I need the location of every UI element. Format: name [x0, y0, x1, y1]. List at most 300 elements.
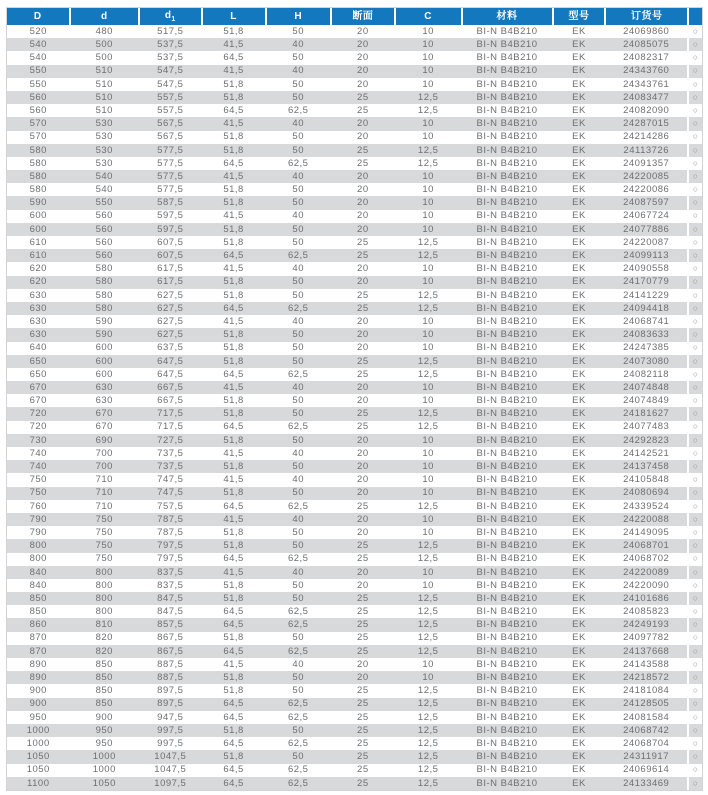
- cell-d1: 797,5: [157, 553, 184, 565]
- availability-circle-icon: ○: [692, 25, 699, 36]
- cell-duanmian: 20: [357, 566, 369, 578]
- availability-circle-icon: ○: [692, 39, 699, 50]
- cell-C: 12,5: [417, 698, 439, 710]
- cell-order_no: 24094418: [623, 302, 670, 314]
- cell-D: 670: [29, 395, 47, 407]
- cell-d1: 897,5: [157, 685, 184, 697]
- cell-D: 620: [29, 276, 47, 288]
- cell-duanmian: 25: [357, 368, 369, 380]
- cell-H: 50: [292, 276, 304, 288]
- cell-duanmian: 20: [357, 579, 369, 591]
- cell-model: EK: [572, 698, 586, 710]
- cell-duanmian: 20: [357, 447, 369, 459]
- cell-L: 51,8: [223, 236, 244, 248]
- header-d: d: [70, 8, 140, 25]
- cell-C: 10: [422, 52, 434, 64]
- product-table: [7, 8, 702, 790]
- cell-L: 51,8: [223, 579, 244, 591]
- cell-d1: 757,5: [157, 500, 184, 512]
- cell-material: BI-N B4B210: [476, 210, 538, 222]
- cell-H: 62,5: [287, 606, 309, 618]
- cell-D: 850: [29, 606, 47, 618]
- cell-order_no: 24069860: [623, 25, 670, 37]
- cell-order_no: 24083477: [623, 91, 670, 103]
- cell-d: 560: [95, 250, 113, 262]
- cell-H: 62,5: [287, 645, 309, 657]
- cell-L: 41,5: [223, 658, 244, 670]
- cell-d1: 567,5: [157, 118, 184, 130]
- cell-model: EK: [572, 724, 586, 736]
- table-row: [7, 566, 702, 579]
- cell-availability: [688, 487, 702, 500]
- cell-order_no: 24214286: [623, 131, 670, 143]
- cell-order_no: 24218572: [623, 672, 670, 684]
- cell-material: BI-N B4B210: [476, 78, 538, 90]
- cell-model: EK: [572, 329, 586, 341]
- cell-order_no: 24074849: [623, 395, 670, 407]
- cell-C: 12,5: [417, 606, 439, 618]
- cell-d: 530: [95, 131, 113, 143]
- cell-d: 530: [95, 144, 113, 156]
- cell-d1: 847,5: [157, 606, 184, 618]
- cell-model: EK: [572, 104, 586, 116]
- cell-model: EK: [572, 434, 586, 446]
- cell-model: EK: [572, 447, 586, 459]
- cell-L: 51,8: [223, 329, 244, 341]
- cell-d: 580: [95, 263, 113, 275]
- cell-d1: 717,5: [157, 408, 184, 420]
- cell-d: 540: [95, 184, 113, 196]
- availability-circle-icon: ○: [692, 250, 699, 261]
- cell-H: 40: [292, 118, 304, 130]
- cell-duanmian: 20: [357, 434, 369, 446]
- availability-circle-icon: ○: [692, 526, 699, 537]
- cell-C: 12,5: [417, 236, 439, 248]
- cell-model: EK: [572, 355, 586, 367]
- cell-L: 64,5: [223, 777, 244, 789]
- cell-C: 10: [422, 131, 434, 143]
- cell-C: 10: [422, 118, 434, 130]
- cell-d: 600: [95, 342, 113, 354]
- table-row: [7, 117, 702, 130]
- availability-circle-icon: ○: [692, 118, 699, 129]
- cell-order_no: 24339524: [623, 500, 670, 512]
- cell-d: 510: [95, 104, 113, 116]
- cell-duanmian: 25: [357, 421, 369, 433]
- availability-circle-icon: ○: [692, 658, 699, 669]
- cell-availability: [688, 737, 702, 750]
- cell-H: 50: [292, 579, 304, 591]
- cell-model: EK: [572, 289, 586, 301]
- cell-availability: [688, 236, 702, 249]
- cell-d1: 747,5: [157, 487, 184, 499]
- cell-order_no: 24068702: [623, 553, 670, 565]
- cell-model: EK: [572, 764, 586, 776]
- availability-circle-icon: ○: [692, 223, 699, 234]
- cell-d: 850: [95, 685, 113, 697]
- table-row: [7, 684, 702, 697]
- cell-d1: 577,5: [157, 184, 184, 196]
- cell-material: BI-N B4B210: [476, 289, 538, 301]
- cell-D: 650: [29, 355, 47, 367]
- cell-d1: 577,5: [157, 170, 184, 182]
- table-row: [7, 170, 702, 183]
- cell-L: 51,8: [223, 751, 244, 763]
- cell-order_no: 24082317: [623, 52, 670, 64]
- cell-C: 12,5: [417, 645, 439, 657]
- cell-d: 950: [95, 724, 113, 736]
- cell-D: 560: [29, 91, 47, 103]
- cell-C: 10: [422, 474, 434, 486]
- cell-duanmian: 20: [357, 381, 369, 393]
- cell-C: 10: [422, 487, 434, 499]
- cell-d1: 577,5: [157, 157, 184, 169]
- cell-model: EK: [572, 658, 586, 670]
- cell-d: 1000: [92, 764, 116, 776]
- cell-duanmian: 25: [357, 632, 369, 644]
- cell-D: 790: [29, 513, 47, 525]
- cell-d1: 1097,5: [154, 777, 187, 789]
- cell-C: 12,5: [417, 540, 439, 552]
- cell-d: 630: [95, 381, 113, 393]
- cell-duanmian: 20: [357, 658, 369, 670]
- cell-material: BI-N B4B210: [476, 474, 538, 486]
- cell-D: 800: [29, 553, 47, 565]
- cell-d: 750: [95, 513, 113, 525]
- cell-D: 750: [29, 487, 47, 499]
- cell-H: 62,5: [287, 157, 309, 169]
- table-row: [7, 407, 702, 420]
- cell-H: 62,5: [287, 553, 309, 565]
- table-row: [7, 539, 702, 552]
- cell-duanmian: 25: [357, 619, 369, 631]
- table-row: [7, 764, 702, 777]
- cell-L: 51,8: [223, 487, 244, 499]
- cell-d: 600: [95, 368, 113, 380]
- cell-material: BI-N B4B210: [476, 104, 538, 116]
- cell-duanmian: 20: [357, 487, 369, 499]
- cell-material: BI-N B4B210: [476, 685, 538, 697]
- cell-duanmian: 25: [357, 751, 369, 763]
- availability-circle-icon: ○: [692, 711, 699, 722]
- cell-d: 800: [95, 566, 113, 578]
- cell-order_no: 24080694: [623, 487, 670, 499]
- availability-circle-icon: ○: [692, 592, 699, 603]
- cell-duanmian: 20: [357, 184, 369, 196]
- availability-circle-icon: ○: [692, 52, 699, 63]
- table-row: [7, 579, 702, 592]
- cell-duanmian: 20: [357, 223, 369, 235]
- cell-d1: 667,5: [157, 395, 184, 407]
- cell-H: 50: [292, 724, 304, 736]
- cell-order_no: 24311917: [623, 751, 669, 763]
- cell-d: 560: [95, 223, 113, 235]
- cell-d: 530: [95, 157, 113, 169]
- availability-circle-icon: ○: [692, 315, 699, 326]
- cell-model: EK: [572, 184, 586, 196]
- cell-L: 51,8: [223, 685, 244, 697]
- cell-d1: 557,5: [157, 104, 184, 116]
- availability-circle-icon: ○: [692, 131, 699, 142]
- cell-D: 840: [29, 579, 47, 591]
- cell-L: 64,5: [223, 764, 244, 776]
- cell-L: 41,5: [223, 315, 244, 327]
- availability-circle-icon: ○: [692, 91, 699, 102]
- cell-C: 12,5: [417, 421, 439, 433]
- cell-availability: [688, 553, 702, 566]
- cell-availability: [688, 144, 702, 157]
- cell-order_no: 24077483: [623, 421, 670, 433]
- cell-C: 10: [422, 447, 434, 459]
- cell-duanmian: 25: [357, 289, 369, 301]
- cell-material: BI-N B4B210: [476, 751, 538, 763]
- cell-H: 50: [292, 526, 304, 538]
- cell-duanmian: 20: [357, 263, 369, 275]
- cell-d1: 597,5: [157, 210, 184, 222]
- cell-C: 12,5: [417, 289, 439, 301]
- cell-d: 820: [95, 632, 113, 644]
- cell-L: 41,5: [223, 381, 244, 393]
- cell-D: 1000: [26, 737, 50, 749]
- table-row: [7, 210, 702, 223]
- cell-order_no: 24133469: [623, 777, 670, 789]
- availability-circle-icon: ○: [692, 329, 699, 340]
- cell-duanmian: 20: [357, 513, 369, 525]
- cell-duanmian: 20: [357, 276, 369, 288]
- cell-H: 50: [292, 672, 304, 684]
- cell-duanmian: 25: [357, 302, 369, 314]
- cell-L: 51,8: [223, 395, 244, 407]
- cell-availability: [688, 289, 702, 302]
- cell-duanmian: 25: [357, 764, 369, 776]
- cell-d1: 717,5: [157, 421, 184, 433]
- cell-D: 800: [29, 540, 47, 552]
- cell-C: 12,5: [417, 685, 439, 697]
- availability-circle-icon: ○: [692, 685, 699, 696]
- table-row: [7, 777, 702, 790]
- cell-C: 12,5: [417, 751, 439, 763]
- availability-circle-icon: ○: [692, 724, 699, 735]
- cell-d: 540: [95, 170, 113, 182]
- cell-availability: [688, 724, 702, 737]
- table-row: [7, 302, 702, 315]
- cell-d1: 797,5: [157, 540, 184, 552]
- cell-D: 630: [29, 329, 47, 341]
- cell-order_no: 24068701: [623, 540, 670, 552]
- cell-H: 40: [292, 315, 304, 327]
- cell-material: BI-N B4B210: [476, 579, 538, 591]
- table-row: [7, 328, 702, 341]
- cell-L: 51,8: [223, 724, 244, 736]
- table-row: [7, 500, 702, 513]
- cell-H: 40: [292, 39, 304, 51]
- cell-H: 50: [292, 395, 304, 407]
- availability-circle-icon: ○: [692, 474, 699, 485]
- header-material: 材料: [462, 8, 553, 25]
- cell-L: 51,8: [223, 592, 244, 604]
- table-row: [7, 724, 702, 737]
- cell-d: 700: [95, 447, 113, 459]
- cell-L: 41,5: [223, 566, 244, 578]
- cell-L: 41,5: [223, 210, 244, 222]
- cell-d: 480: [95, 25, 113, 37]
- cell-d: 800: [95, 606, 113, 618]
- cell-material: BI-N B4B210: [476, 606, 538, 618]
- cell-L: 51,8: [223, 461, 244, 473]
- availability-circle-icon: ○: [692, 302, 699, 313]
- availability-circle-icon: ○: [692, 78, 699, 89]
- cell-d1: 597,5: [157, 223, 184, 235]
- cell-material: BI-N B4B210: [476, 553, 538, 565]
- cell-availability: [688, 170, 702, 183]
- availability-circle-icon: ○: [692, 619, 699, 630]
- cell-duanmian: 20: [357, 342, 369, 354]
- cell-d: 590: [95, 315, 113, 327]
- cell-d: 600: [95, 355, 113, 367]
- availability-circle-icon: ○: [692, 764, 699, 775]
- cell-H: 62,5: [287, 302, 309, 314]
- cell-d1: 637,5: [157, 342, 184, 354]
- cell-model: EK: [572, 368, 586, 380]
- cell-D: 860: [29, 619, 47, 631]
- cell-duanmian: 25: [357, 711, 369, 723]
- availability-circle-icon: ○: [692, 553, 699, 564]
- cell-d1: 837,5: [157, 566, 184, 578]
- cell-H: 50: [292, 289, 304, 301]
- cell-model: EK: [572, 685, 586, 697]
- cell-availability: [688, 51, 702, 64]
- cell-D: 520: [29, 25, 47, 37]
- cell-L: 64,5: [223, 606, 244, 618]
- cell-model: EK: [572, 461, 586, 473]
- header-d1-subscript: 1: [171, 15, 176, 23]
- cell-model: EK: [572, 91, 586, 103]
- cell-duanmian: 20: [357, 170, 369, 182]
- cell-C: 12,5: [417, 500, 439, 512]
- cell-model: EK: [572, 197, 586, 209]
- cell-duanmian: 20: [357, 526, 369, 538]
- cell-material: BI-N B4B210: [476, 381, 538, 393]
- cell-L: 51,8: [223, 342, 244, 354]
- cell-order_no: 24097782: [623, 632, 670, 644]
- cell-order_no: 24068742: [623, 724, 670, 736]
- cell-d1: 577,5: [157, 144, 184, 156]
- cell-H: 50: [292, 632, 304, 644]
- table-row: [7, 711, 702, 724]
- cell-model: EK: [572, 540, 586, 552]
- table-row: [7, 91, 702, 104]
- cell-order_no: 24170779: [623, 276, 670, 288]
- cell-duanmian: 25: [357, 104, 369, 116]
- cell-duanmian: 20: [357, 39, 369, 51]
- cell-availability: [688, 632, 702, 645]
- cell-model: EK: [572, 302, 586, 314]
- cell-availability: [688, 368, 702, 381]
- cell-H: 50: [292, 144, 304, 156]
- cell-H: 62,5: [287, 250, 309, 262]
- cell-L: 41,5: [223, 39, 244, 51]
- cell-model: EK: [572, 421, 586, 433]
- cell-order_no: 24128505: [623, 698, 670, 710]
- cell-order_no: 24220089: [623, 566, 670, 578]
- cell-L: 51,8: [223, 355, 244, 367]
- cell-C: 10: [422, 25, 434, 37]
- cell-H: 62,5: [287, 619, 309, 631]
- cell-material: BI-N B4B210: [476, 91, 538, 103]
- availability-circle-icon: ○: [692, 144, 699, 155]
- cell-material: BI-N B4B210: [476, 315, 538, 327]
- cell-L: 51,8: [223, 197, 244, 209]
- availability-circle-icon: ○: [692, 236, 699, 247]
- cell-H: 50: [292, 91, 304, 103]
- cell-H: 40: [292, 566, 304, 578]
- cell-D: 600: [29, 223, 47, 235]
- cell-H: 40: [292, 658, 304, 670]
- cell-C: 10: [422, 513, 434, 525]
- cell-duanmian: 20: [357, 329, 369, 341]
- cell-L: 51,8: [223, 78, 244, 90]
- cell-L: 64,5: [223, 500, 244, 512]
- cell-d1: 997,5: [157, 737, 184, 749]
- availability-circle-icon: ○: [692, 698, 699, 709]
- cell-L: 64,5: [223, 52, 244, 64]
- cell-D: 790: [29, 526, 47, 538]
- cell-L: 51,8: [223, 408, 244, 420]
- cell-H: 50: [292, 236, 304, 248]
- cell-C: 12,5: [417, 144, 439, 156]
- cell-D: 840: [29, 566, 47, 578]
- cell-material: BI-N B4B210: [476, 131, 538, 143]
- cell-model: EK: [572, 513, 586, 525]
- cell-C: 10: [422, 395, 434, 407]
- cell-order_no: 24181084: [623, 685, 670, 697]
- table-body: [7, 25, 702, 790]
- availability-circle-icon: ○: [692, 461, 699, 472]
- cell-L: 64,5: [223, 157, 244, 169]
- cell-availability: [688, 684, 702, 697]
- cell-order_no: 24142521: [623, 447, 670, 459]
- cell-H: 50: [292, 223, 304, 235]
- cell-availability: [688, 315, 702, 328]
- cell-material: BI-N B4B210: [476, 276, 538, 288]
- availability-circle-icon: ○: [692, 342, 699, 353]
- cell-C: 12,5: [417, 104, 439, 116]
- cell-d1: 567,5: [157, 131, 184, 143]
- cell-d1: 737,5: [157, 447, 184, 459]
- availability-circle-icon: ○: [692, 434, 699, 445]
- cell-d1: 837,5: [157, 579, 184, 591]
- cell-duanmian: 25: [357, 592, 369, 604]
- cell-C: 12,5: [417, 553, 439, 565]
- cell-duanmian: 25: [357, 737, 369, 749]
- cell-model: EK: [572, 250, 586, 262]
- cell-duanmian: 25: [357, 250, 369, 262]
- cell-order_no: 24081584: [623, 711, 670, 723]
- cell-material: BI-N B4B210: [476, 236, 538, 248]
- cell-L: 64,5: [223, 421, 244, 433]
- table-row: [7, 750, 702, 763]
- cell-d1: 537,5: [157, 52, 184, 64]
- header-availability: [688, 8, 702, 25]
- cell-model: EK: [572, 526, 586, 538]
- table-row: [7, 473, 702, 486]
- cell-availability: [688, 117, 702, 130]
- cell-material: BI-N B4B210: [476, 368, 538, 380]
- table-row: [7, 737, 702, 750]
- cell-order_no: 24085075: [623, 39, 670, 51]
- cell-availability: [688, 407, 702, 420]
- cell-order_no: 24249193: [623, 619, 670, 631]
